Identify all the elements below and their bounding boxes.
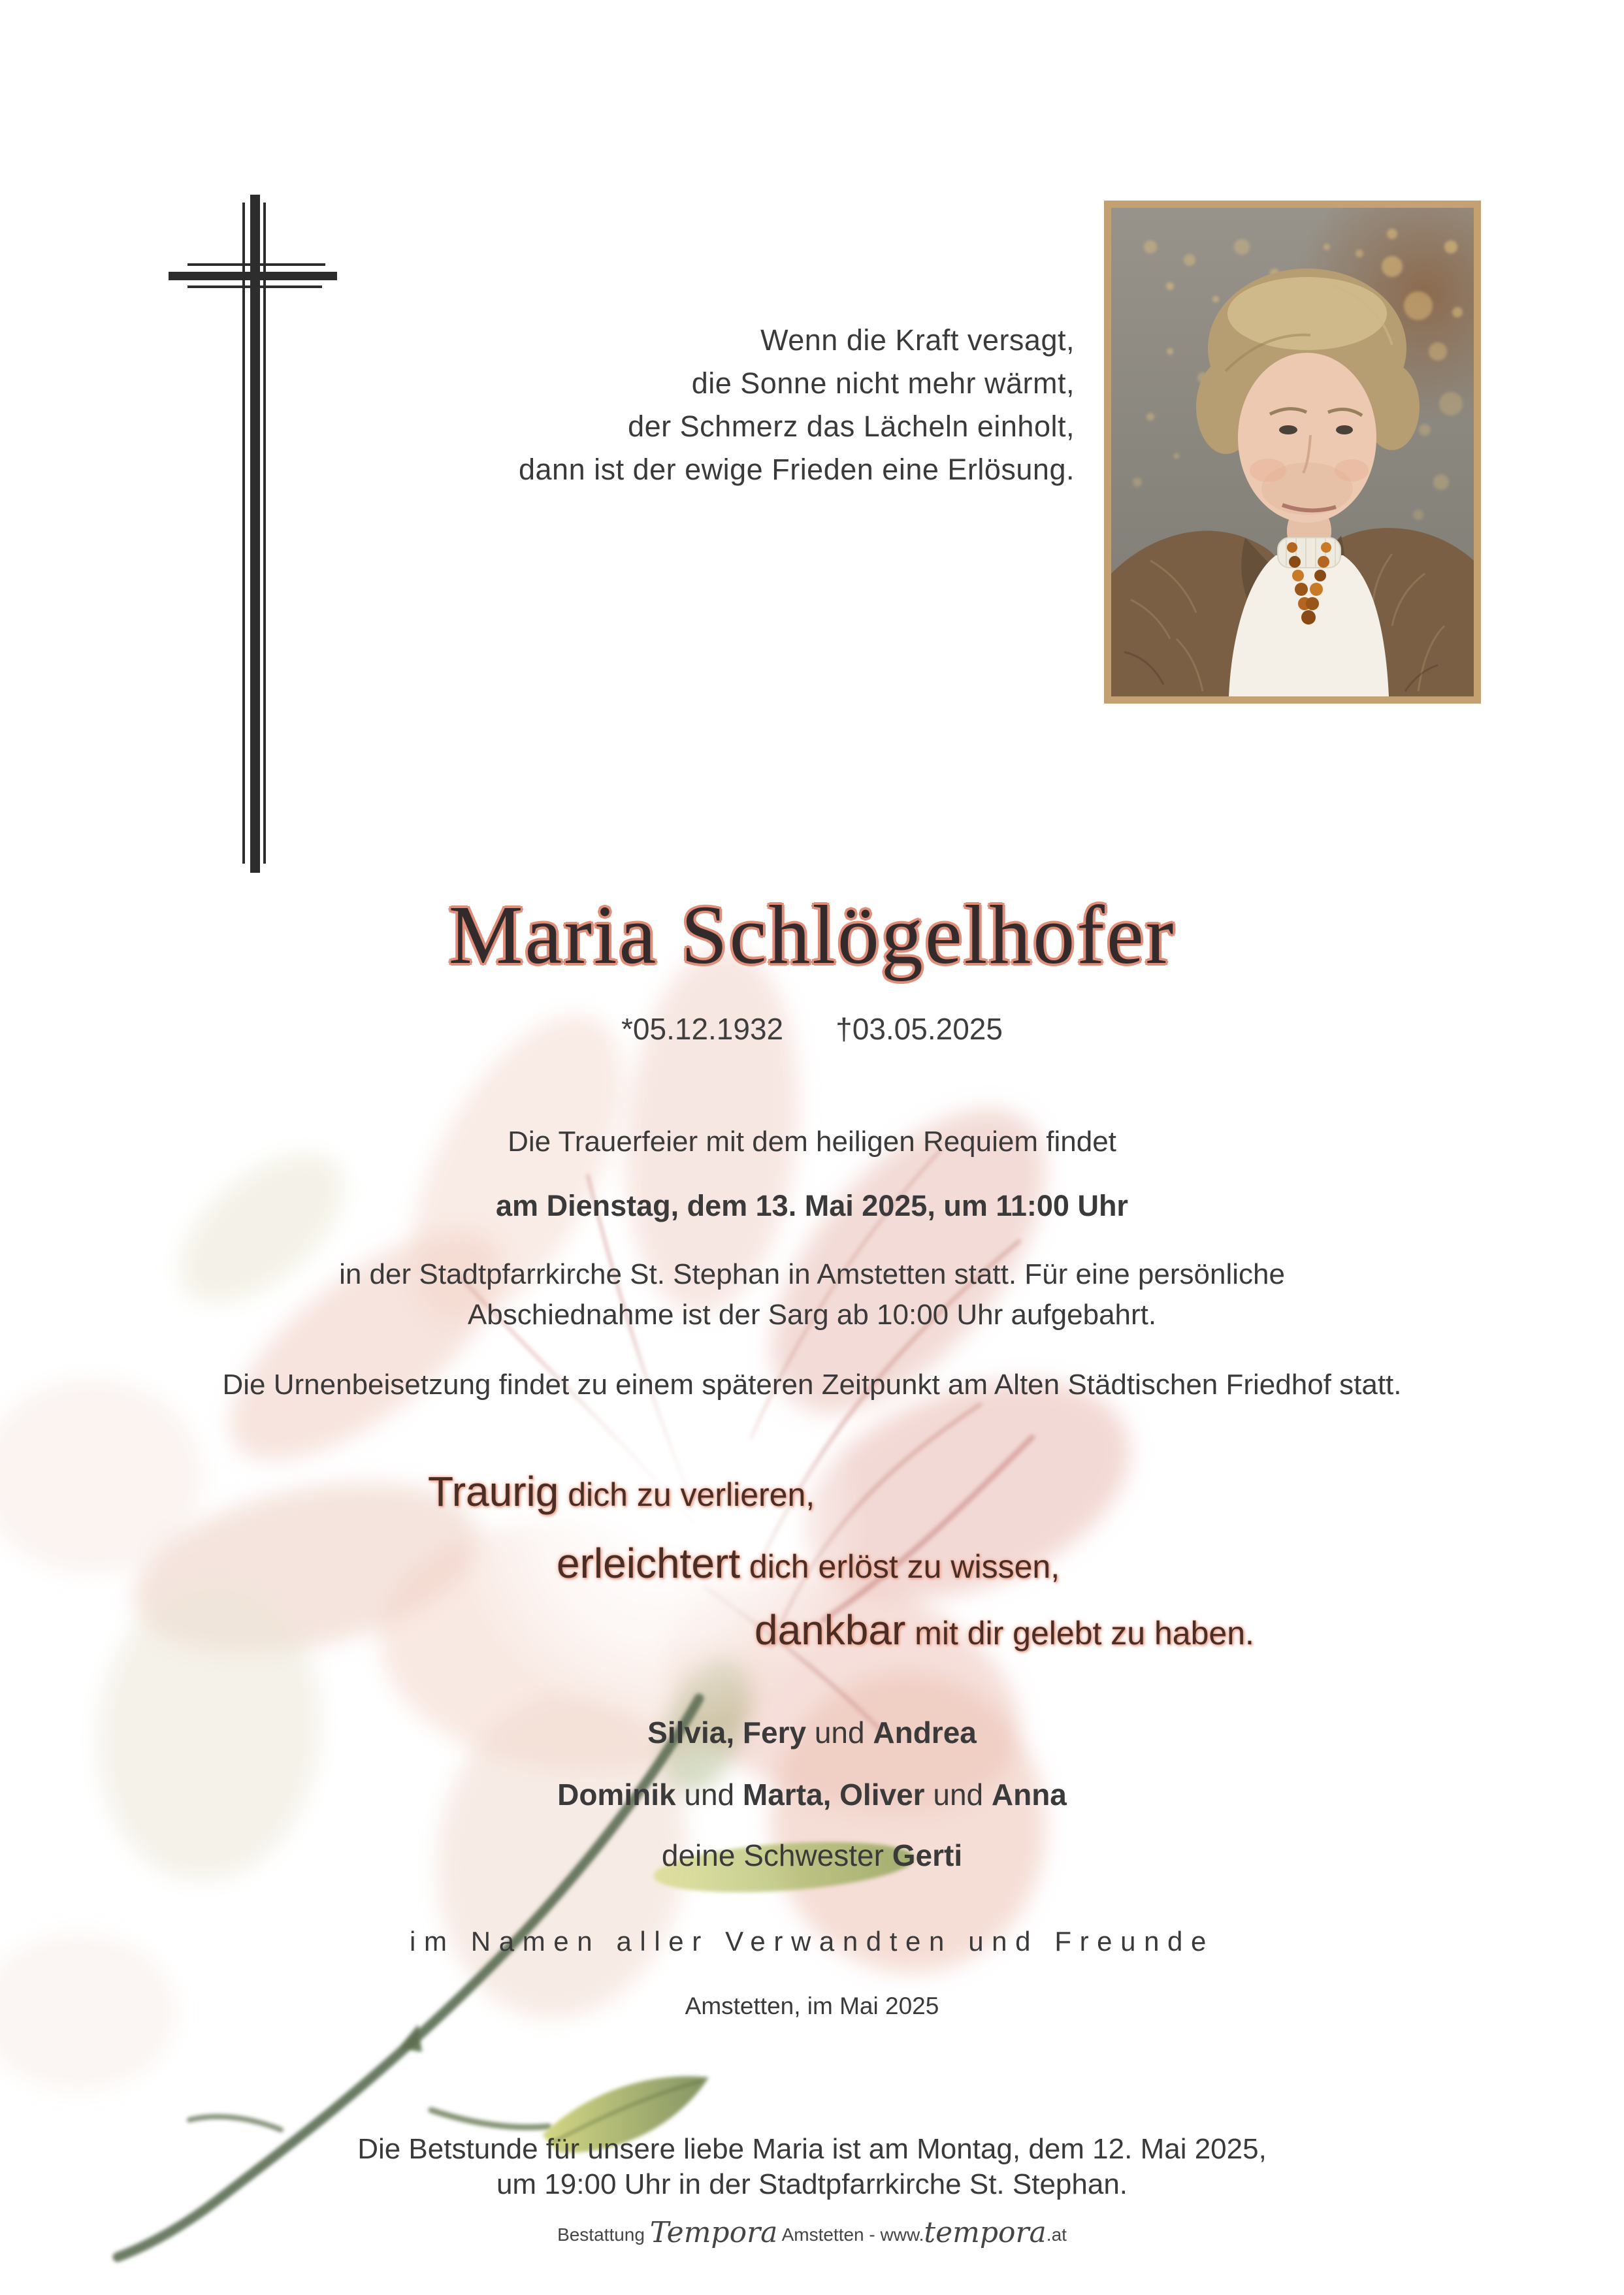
death-date: †03.05.2025 [836, 1012, 1003, 1046]
place-and-date: Amstetten, im Mai 2025 [685, 1993, 939, 2019]
funeral-location-lines [0, 1254, 1624, 1335]
mourner-names: Andrea [873, 1716, 977, 1750]
mourners-row-3 [0, 1838, 1624, 1873]
tribute-rest-1: dich zu verlieren, [559, 1476, 815, 1513]
portrait-photo [1104, 201, 1481, 704]
footer-middle: Amstetten - www. [777, 2224, 924, 2245]
poem-line: dann ist der ewige Frieden eine Erlösung. [518, 453, 1075, 486]
conjunction: und [924, 1778, 992, 1812]
closing-line: im Namen aller Verwandten und Freunde [410, 1926, 1214, 1957]
mourner-names: Silvia, Fery [647, 1716, 807, 1750]
portrait-photo-art [1111, 208, 1474, 696]
betstunde-line1: Die Betstunde für unsere liebe Maria ist am Montag, dem 12. Mai 2025, [357, 2133, 1267, 2165]
footer-prefix: Bestattung [557, 2224, 650, 2245]
tribute-word-dankbar: dankbar [755, 1606, 906, 1653]
conjunction: und [806, 1716, 873, 1750]
birth-date: *05.12.1932 [621, 1012, 784, 1046]
mourners-row-2 [0, 1777, 1624, 1812]
funeral-location-line2: Abschiednahme ist der Sarg ab 10:00 Uhr aufgebahrt. [467, 1299, 1157, 1331]
betstunde-line2: um 19:00 Uhr in der Stadtpfarrkirche St. Stephan. [496, 2168, 1128, 2200]
funeral-home-footer [0, 2216, 1624, 2249]
relation-label: deine Schwester [661, 1838, 892, 1872]
funeral-intro-line: Die Trauerfeier mit dem heiligen Requiem findet [508, 1126, 1116, 1158]
tribute-line-2 [557, 1539, 1060, 1587]
mourner-names: Marta, Oliver [742, 1778, 925, 1812]
mourner-names: Anna [991, 1778, 1067, 1812]
poem-line: der Schmerz das Lächeln einholt, [628, 410, 1075, 443]
poem-line: die Sonne nicht mehr wärmt, [691, 366, 1075, 400]
mourner-names: Gerti [892, 1838, 963, 1872]
memorial-poem [519, 319, 1075, 491]
tribute-word-erleichtert: erleichtert [557, 1540, 740, 1587]
tribute-line-1 [428, 1467, 815, 1516]
mourners-row-1 [0, 1715, 1624, 1750]
funeral-location-line1: in der Stadtpfarrkirche St. Stephan in Amstetten statt. Für eine persönliche [339, 1258, 1285, 1290]
conjunction: und [675, 1778, 743, 1812]
deceased-name: Maria Schlögelhofer [448, 888, 1176, 981]
betstunde-note [0, 2132, 1624, 2202]
footer-suffix: .at [1046, 2224, 1067, 2245]
tribute-rest-3: mit dir gelebt zu haben. [905, 1615, 1254, 1652]
tribute-rest-2: dich erlöst zu wissen, [740, 1548, 1060, 1585]
face [1238, 353, 1376, 523]
urn-burial-line: Die Urnenbeisetzung findet zu einem späteren Zeitpunkt am Alten Städtischen Friedhof statt. [222, 1369, 1402, 1401]
funeral-home-brand: Tempora [649, 2216, 778, 2249]
funeral-datetime-line: am Dienstag, dem 13. Mai 2025, um 11:00 Uhr [496, 1189, 1128, 1222]
tribute-word-traurig: Traurig [428, 1468, 559, 1515]
tribute-line-3 [755, 1606, 1254, 1654]
funeral-home-url-brand: tempora [924, 2216, 1047, 2249]
poem-line: Wenn die Kraft versagt, [760, 323, 1075, 357]
mourner-names: Dominik [557, 1778, 676, 1812]
life-dates [0, 1011, 1624, 1047]
